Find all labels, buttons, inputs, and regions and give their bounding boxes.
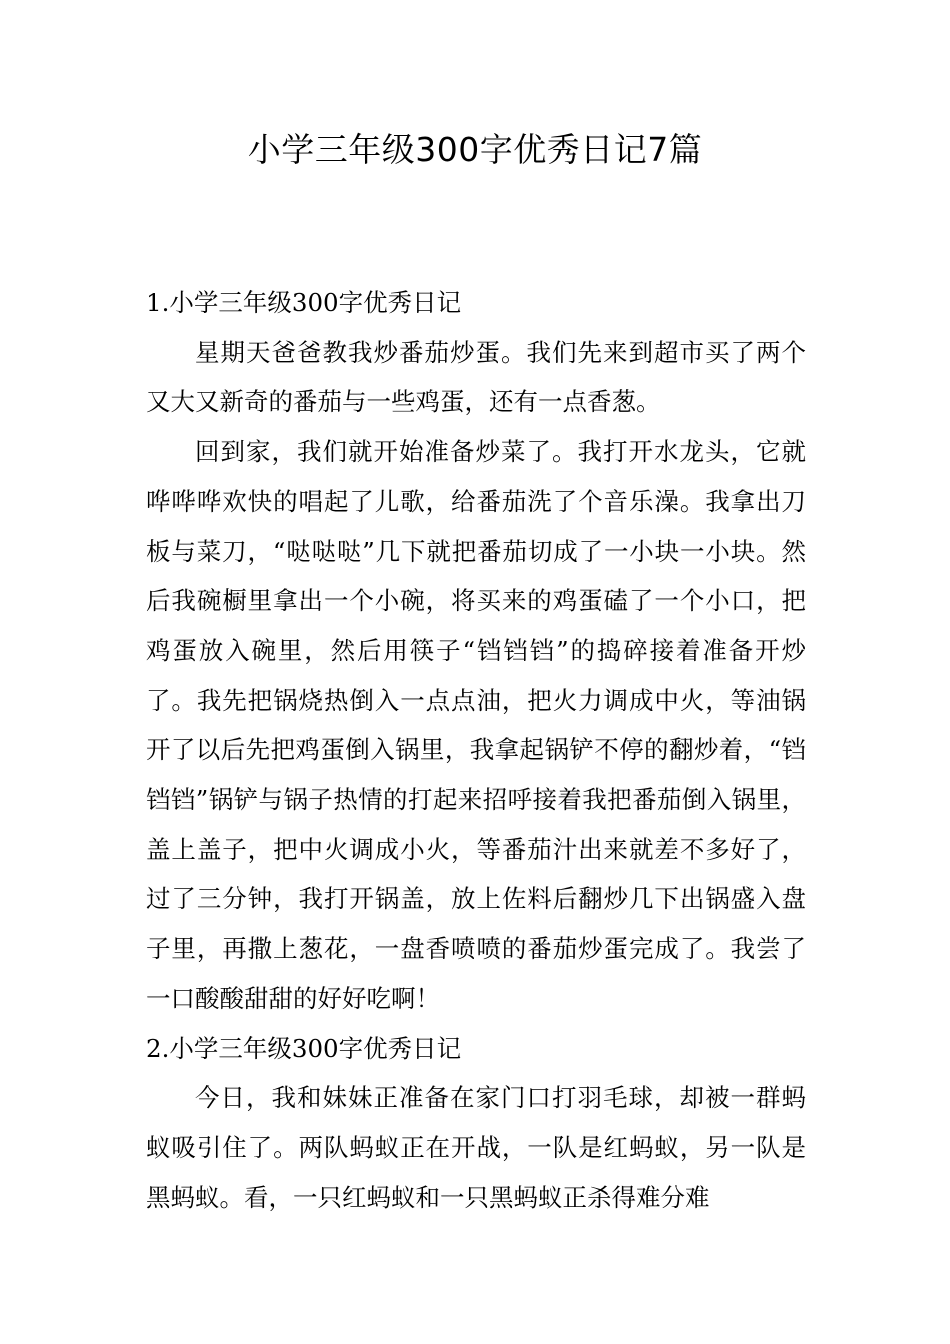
section-heading: 2.小学三年级300字优秀日记 <box>146 1033 462 1063</box>
document-title: 小学三年级300字优秀日记7篇 <box>247 130 703 169</box>
paragraph: 回到家，我们就开始准备炒菜了。我打开水龙头，它就哗哗哗欢快的唱起了儿歌，给番茄洗了个音乐澡。我拿出刀板与菜刀，“哒哒哒”几下就把番茄切成了一小块一小块。然后我碗橱里拿出一个小碗，将买来的鸡蛋磕了一个小口，把鸡蛋放入碗里，然后用筷子“铛铛铛”的捣碎接着准备开炒了。我先把锅烧热倒入一点点油，把火力调成中火，等油锅开了以后先把鸡蛋倒入锅里，我拿起锅铲不停的翻炒着，“铛铛铛”锅铲与锅子热情的打起来招呼接着我把番茄倒入锅里，盖上盖子，把中火调成小火，等番茄汁出来就差不多好了，过了三分钟，我打开锅盖，放上佐料后翻炒几下出锅盛入盘子里，再撒上葱花，一盘香喷喷的番茄炒蛋完成了。我尝了一口酸酸甜甜的好好吃啊！ <box>146 437 806 1013</box>
paragraph: 今日，我和妹妹正准备在家门口打羽毛球，却被一群蚂蚁吸引住了。两队蚂蚁正在开战，一队是红蚂蚁，另一队是黑蚂蚁。看，一只红蚂蚁和一只黑蚂蚁正杀得难分难 <box>146 1083 806 1212</box>
diary-section-1 <box>146 278 806 1024</box>
diary-section-2 <box>146 1024 806 1223</box>
paragraph: 星期天爸爸教我炒番茄炒蛋。我们先来到超市买了两个又大又新奇的番茄与一些鸡蛋，还有一点香葱。 <box>146 337 806 417</box>
document-body <box>146 278 806 1222</box>
section-heading: 1.小学三年级300字优秀日记 <box>146 288 462 317</box>
